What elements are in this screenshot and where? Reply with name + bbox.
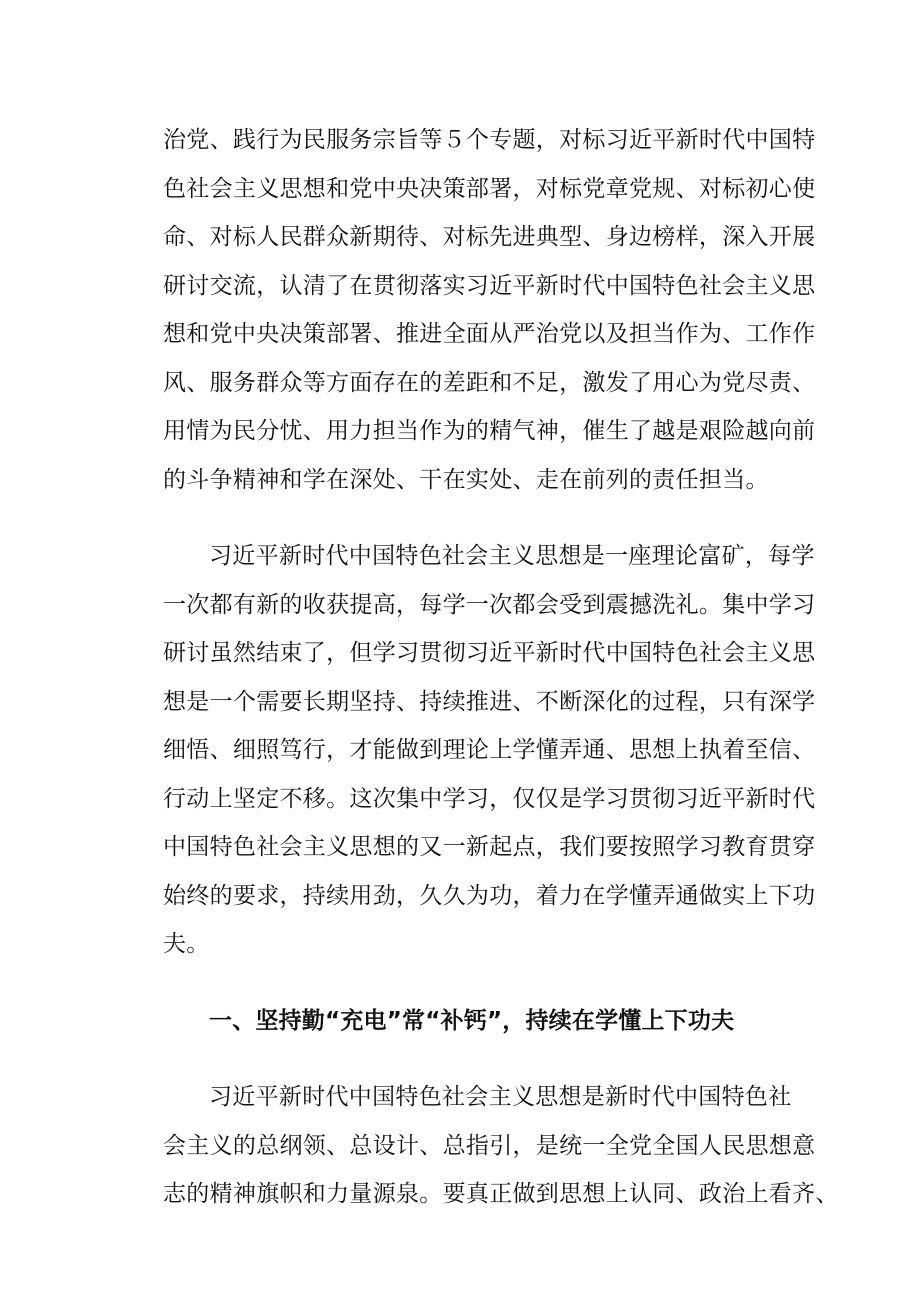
text-line: 志的精神旗帜和力量源泉。要真正做到思想上认同、政治上看齐、 [163,1181,839,1207]
paragraph-2 [163,532,920,969]
paragraph-spacer [163,504,920,532]
text-line: 一次都有新的收获提高，每学一次都会受到震撼洗礼。集中学习 [163,591,816,618]
text-line: 夫。 [163,931,210,957]
text-line: 研讨虽然结束了，但学习贯彻习近平新时代中国特色社会主义思 [163,640,816,666]
paragraph-1 [163,116,920,504]
paragraph-3 [163,1073,920,1219]
text-line: 会主义的总纲领、总设计、总指引，是统一全党全国人民思想意 [163,1132,816,1159]
text-line: 细悟、细照笃行，才能做到理论上学懂弄通、思想上执着至信、 [163,737,816,763]
text-line: 中国特色社会主义思想的又一新起点，我们要按照学习教育贯穿 [163,834,816,860]
text-line: 习近平新时代中国特色社会主义思想是一座理论富矿，每学 [209,543,815,569]
section-heading-text: 一、坚持勤“充电”常“补钙”，持续在学懂上下功夫 [209,1007,735,1034]
paragraph-spacer [163,969,920,997]
section-heading [163,997,920,1046]
text-line: 命、对标人民群众新期待、对标先进典型、身边榜样，深入开展 [163,224,816,250]
text-line: 始终的要求，持续用劲，久久为功，着力在学懂弄通做实上下功 [163,882,816,909]
text-line: 行动上坚定不移。这次集中学习，仅仅是学习贯彻习近平新时代 [163,785,816,812]
text-line: 研讨交流，认清了在贯彻落实习近平新时代中国特色社会主义思 [163,272,816,299]
text-line: 的斗争精神和学在深处、干在实处、走在前列的责任担当。 [163,466,769,493]
text-line: 习近平新时代中国特色社会主义思想是新时代中国特色社 [209,1084,792,1110]
paragraph-spacer [163,1045,920,1073]
text-line: 想和党中央决策部署、推进全面从严治党以及担当作为、工作作 [163,321,816,347]
text-line: 想是一个需要长期坚持、持续推进、不断深化的过程，只有深学 [163,688,816,715]
text-line: 治党、践行为民服务宗旨等５个专题，对标习近平新时代中国特 [163,127,816,153]
text-line: 用情为民分忧、用力担当作为的精气神，催生了越是艰险越向前 [163,418,816,444]
text-line: 风、服务群众等方面存在的差距和不足，激发了用心为党尽责、 [163,369,816,396]
text-line: 色社会主义思想和党中央决策部署，对标党章党规、对标初心使 [163,175,816,202]
